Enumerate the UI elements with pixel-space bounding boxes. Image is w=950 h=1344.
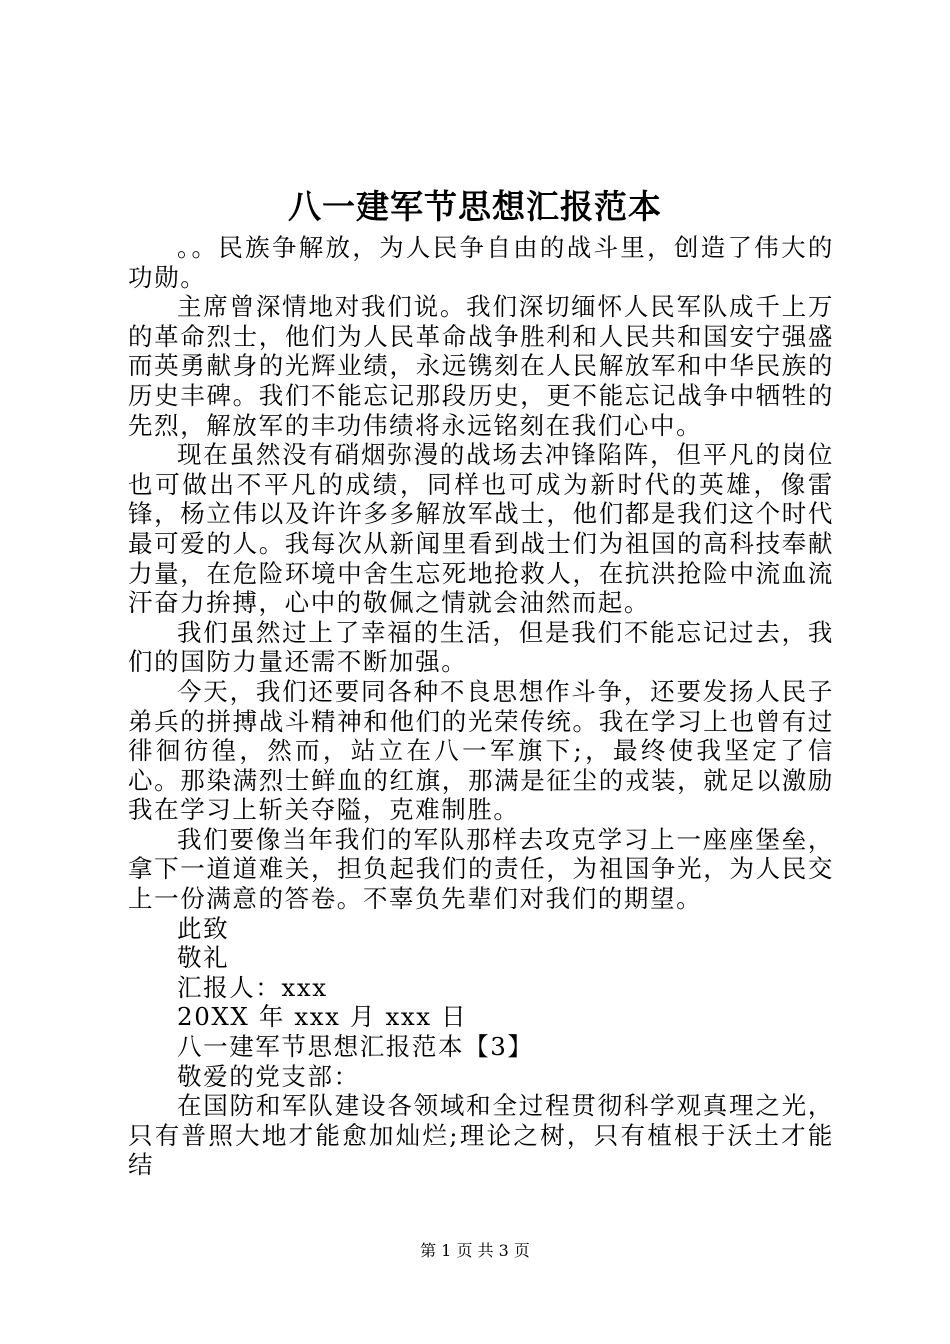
paragraph: 现在虽然没有硝烟弥漫的战场去冲锋陷阵，但平凡的岗位也可做出不平凡的成绩，同样也可成为新时代的英雄，像雷锋，杨立伟以及许许多多解放军战士，他们都是我们这个时代最可爱的人。我每次从新闻里看到战士们为祖国的高科技奉献力量，在危险环境中舍生忘死地抢救人，在抗洪抢险中流血流汗奋力拚搏，心中的敬佩之情就会油然而起。 <box>128 440 834 618</box>
date-line: 20XX 年 xxx 月 xxx 日 <box>177 1002 468 1032</box>
section-heading: 八一建军节思想汇报范本【3】 <box>177 1032 534 1062</box>
paragraph: 。。民族争解放，为人民争自由的战斗里，创造了伟大的功勋。 <box>128 233 834 292</box>
salute-line: 敬礼 <box>177 943 230 973</box>
paragraph: 我们虽然过上了幸福的生活，但是我们不能忘记过去，我们的国防力量还需不断加强。 <box>128 617 834 677</box>
salutation-line: 敬爱的党支部： <box>177 1061 360 1091</box>
paragraph: 我们要像当年我们的军队那样去攻克学习上一座座堡垒，拿下一道道难关，担负起我们的责任，为祖国争光，为人民交上一份满意的答卷。不辜负先辈们对我们的期望。 <box>128 824 834 914</box>
closing-line: 此致 <box>177 913 230 943</box>
paragraph: 主席曾深情地对我们说。我们深切缅怀人民军队成千上万的革命烈士，他们为人民革命战争胜利和人民共和国安宁强盛而英勇献身的光辉业绩，永远镌刻在人民解放军和中华民族的历史丰碑。我们不能忘记那段历史，更不能忘记战争中牺牲的先烈，解放军的丰功伟绩将永远铭刻在我们心中。 <box>128 292 834 440</box>
page-footer: 第 1 页 共 3 页 <box>420 1241 530 1260</box>
reporter-line: 汇报人：xxx <box>177 972 328 1002</box>
document-body <box>128 233 834 1180</box>
paragraph: 今天，我们还要同各种不良思想作斗争，还要发扬人民子弟兵的拼搏战斗精神和他们的光荣传统。我在学习上也曾有过徘徊彷徨，然而，站立在八一军旗下;，最终使我坚定了信心。那染满烈士鲜血的红旗，那满是征尘的戎装，就足以激励我在学习上斩关夺隘，克难制胜。 <box>128 676 834 825</box>
page-title: 八一建军节思想汇报范本 <box>288 187 662 226</box>
paragraph: 在国防和军队建设各领域和全过程贯彻科学观真理之光，只有普照大地才能愈加灿烂;理论之树，只有植根于沃土才能结 <box>128 1091 834 1180</box>
